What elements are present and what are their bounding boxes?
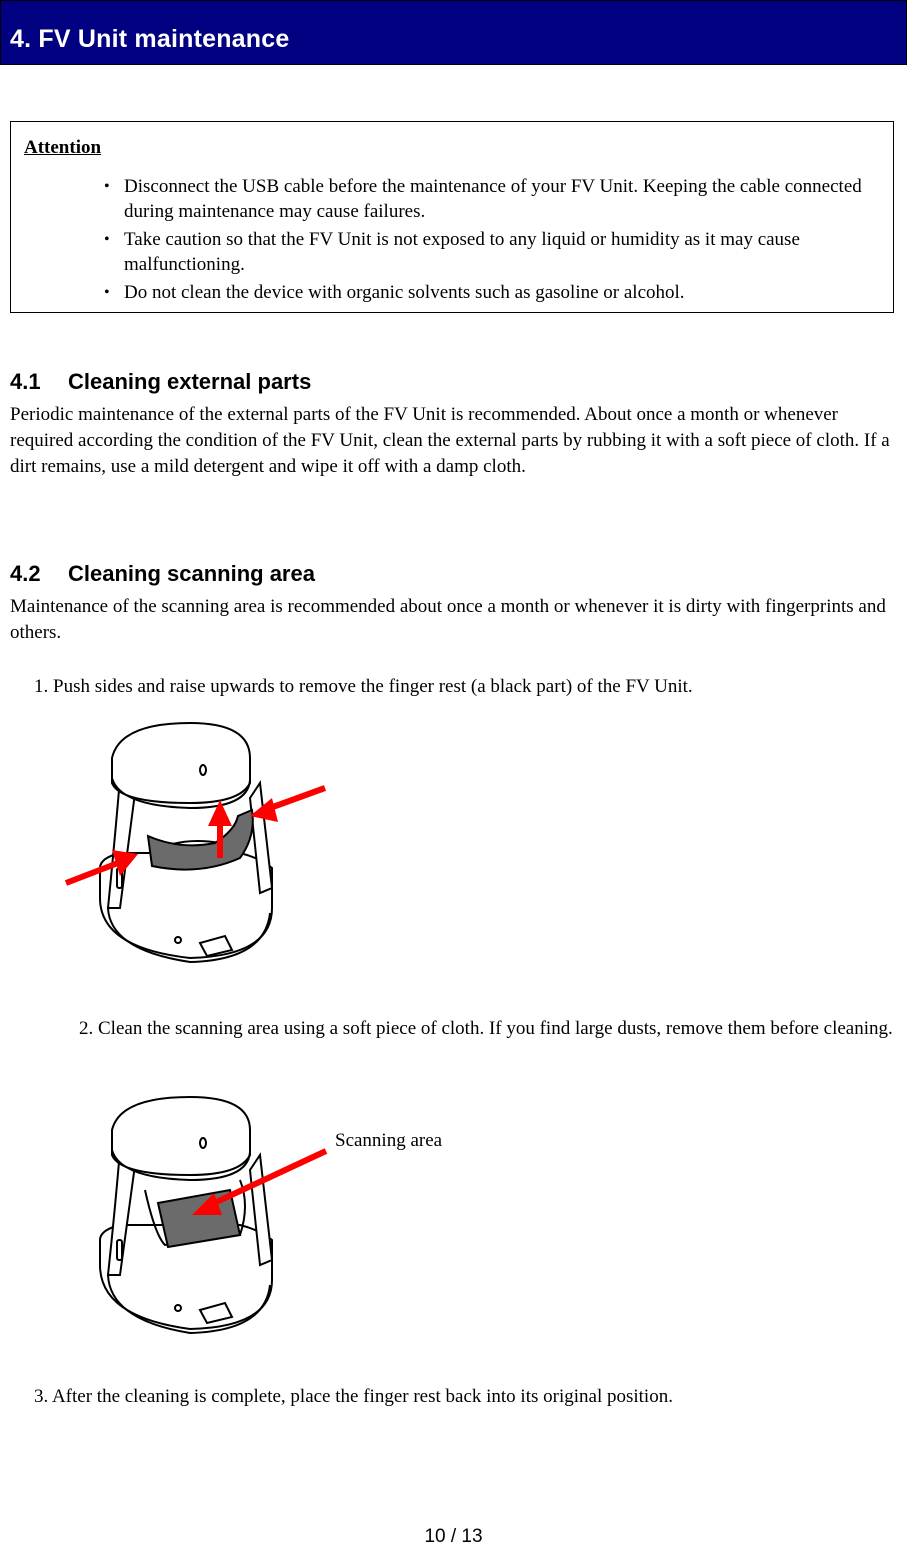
subsection-title: Cleaning scanning area (68, 561, 315, 586)
fv-unit-scanning-area-illustration (80, 1095, 340, 1340)
subsection-heading-4-1 (10, 369, 311, 395)
section-title: 4. FV Unit maintenance (10, 25, 290, 53)
paragraph-external-parts: Periodic maintenance of the external parts of the FV Unit is recommended. About once a month or whenever required according the condition of the FV Unit, clean the external parts by rubbing it with a soft piece of cloth. If a dirt remains, use a mild detergent and wipe it off with a damp cloth. (10, 404, 890, 477)
section-header (0, 0, 907, 65)
subsection-heading-4-2 (10, 561, 315, 587)
paragraph-scanning-area: Maintenance of the scanning area is recommended about once a month or whenever it is dirty with fingerprints and others. (10, 596, 886, 643)
attention-item: • Do not clean the device with organic solvents such as gasoline or alcohol. (104, 280, 884, 305)
attention-title: Attention (24, 137, 102, 158)
attention-box (10, 121, 894, 313)
subsection-number: 4.1 (10, 369, 41, 394)
step-2: 2. Clean the scanning area using a soft piece of cloth. If you find large dusts, remove them before cleaning. (79, 1018, 893, 1039)
scanning-area-callout: Scanning area (335, 1130, 443, 1151)
page-number: 10 / 13 (424, 1526, 483, 1547)
attention-item: • Disconnect the USB cable before the maintenance of your FV Unit. Keeping the cable connected during maintenance may cause failures. (104, 174, 884, 224)
subsection-number: 4.2 (10, 561, 41, 586)
step-1: 1. Push sides and raise upwards to remove the finger rest (a black part) of the FV Unit. (34, 676, 693, 697)
subsection-title: Cleaning external parts (68, 369, 312, 394)
fv-unit-finger-rest-illustration (60, 718, 340, 973)
attention-item: • Take caution so that the FV Unit is not exposed to any liquid or humidity as it may cause malfunctioning. (104, 227, 884, 277)
attention-list (104, 174, 884, 308)
step-3: 3. After the cleaning is complete, place the finger rest back into its original position. (34, 1386, 673, 1407)
